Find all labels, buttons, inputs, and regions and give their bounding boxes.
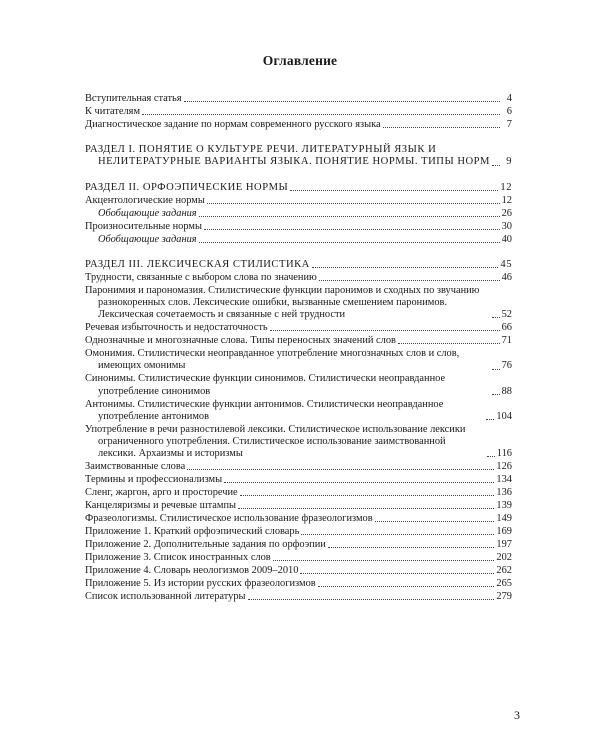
toc-entry[interactable]: [85, 208, 512, 220]
toc-entry-page: 262: [496, 565, 512, 577]
toc-entry-title: РАЗДЕЛ I. ПОНЯТИЕ О КУЛЬТУРЕ РЕЧИ. ЛИТЕРАТУРНЫЙ ЯЗЫК И НЕЛИТЕРАТУРНЫЕ ВАРИАНТЫ ЯЗЫКА. ПОНЯТИЕ НОРМЫ. ТИПЫ НОРМ: [85, 144, 490, 168]
toc-entry[interactable]: [85, 461, 512, 473]
toc-entry-title: Диагностическое задание по нормам современного русского языка: [85, 119, 381, 130]
toc-entry-page: 139: [496, 500, 512, 512]
toc-entry-page: 88: [501, 385, 512, 397]
toc-entry-page: 7: [506, 119, 512, 130]
dot-leader: [224, 481, 494, 483]
dot-leader: [270, 329, 500, 331]
toc-section: [85, 182, 512, 246]
toc-entry[interactable]: [85, 539, 512, 551]
toc-entry-title: Произносительные нормы: [85, 220, 202, 232]
toc-entry-page: 71: [501, 335, 512, 347]
toc-entry[interactable]: [85, 424, 512, 461]
toc-entry[interactable]: [85, 565, 512, 577]
toc-entry[interactable]: [85, 322, 512, 334]
toc-entry-page: 26: [501, 207, 512, 219]
toc-section: [85, 93, 512, 131]
toc-entry[interactable]: [85, 195, 512, 207]
toc-entry-title: Однозначные и многозначные слова. Типы переносных значений слов: [85, 335, 396, 347]
toc-section: [85, 259, 512, 604]
toc-entry-page: 52: [501, 309, 512, 321]
toc-entry-page: 197: [496, 539, 512, 551]
toc-entry-page: 136: [496, 487, 512, 499]
toc-entry[interactable]: [85, 93, 512, 105]
dot-leader: [492, 368, 500, 370]
toc-entry[interactable]: [85, 373, 512, 397]
dot-leader: [487, 455, 495, 457]
toc-entry-page: 30: [501, 220, 512, 232]
table-of-contents: [85, 93, 512, 616]
toc-entry-title: Сленг, жаргон, арго и просторечие: [85, 487, 238, 499]
dot-leader: [273, 559, 495, 561]
toc-entry-title: Антонимы. Стилистические функции антонимов. Стилистически неоправданное употребление антонимов: [85, 398, 444, 422]
toc-entry-page: 12: [501, 194, 512, 206]
toc-entry[interactable]: [85, 500, 512, 512]
toc-entry[interactable]: [85, 285, 512, 322]
toc-entry[interactable]: [85, 591, 512, 603]
toc-entry-page: 12: [500, 181, 512, 193]
dot-leader: [301, 533, 494, 535]
toc-entry[interactable]: [85, 399, 512, 423]
toc-entry[interactable]: [85, 526, 512, 538]
dot-leader: [184, 100, 500, 102]
toc-entry[interactable]: [85, 259, 512, 271]
toc-entry[interactable]: [85, 348, 512, 372]
toc-entry-title: Приложение 3. Список иностранных слов: [85, 552, 271, 564]
toc-entry-page: 4: [506, 93, 512, 104]
toc-entry-title: Термины и профессионализмы: [85, 474, 223, 486]
toc-entry-page: 149: [496, 513, 512, 525]
dot-leader: [319, 279, 500, 281]
toc-entry-title: К читателям: [85, 106, 141, 117]
toc-entry-page: 265: [496, 578, 512, 590]
dot-leader: [492, 164, 500, 166]
toc-entry[interactable]: [85, 234, 512, 246]
toc-entry-page: 40: [501, 233, 512, 245]
toc-entry-title: РАЗДЕЛ II. ОРФОЭПИЧЕСКИЕ НОРМЫ: [85, 181, 289, 193]
toc-entry-title: Приложение 1. Краткий орфоэпический словарь: [85, 526, 300, 538]
toc-entry-page: 6: [506, 106, 512, 117]
toc-entry-title: Фразеологизмы. Стилистическое использование фразеологизмов: [85, 513, 373, 525]
toc-entry-title: Обобщающие задания: [98, 233, 197, 245]
toc-entry-title: Омонимия. Стилистически неоправданное употребление многозначных слов и слов, имеющих омонимы: [85, 348, 460, 372]
toc-entry-page: 9: [506, 156, 512, 168]
toc-entry-title: Акцентологические нормы: [85, 194, 205, 206]
dot-leader: [300, 572, 494, 574]
toc-entry-title: Паронимия и парономазия. Стилистические функции паронимов и сходных по звучанию разнокоренных слов. Лексические ошибки, вызванные смешением паронимов. Лексическая сочетаемость и связанные с ней трудности: [85, 284, 480, 321]
dot-leader: [383, 126, 500, 128]
dot-leader: [375, 520, 495, 522]
toc-entry-title: Речевая избыточность и недостаточность: [85, 322, 268, 334]
toc-entry-page: 66: [501, 322, 512, 334]
toc-entry-page: 126: [496, 461, 512, 473]
dot-leader: [318, 585, 495, 587]
dot-leader: [207, 202, 500, 204]
toc-entry-title: Заимствованные слова: [85, 461, 186, 473]
toc-entry-page: 116: [496, 448, 512, 460]
dot-leader: [187, 468, 494, 470]
toc-entry-title: Список использованной литературы: [85, 591, 246, 603]
page-number: 3: [514, 708, 520, 722]
dot-leader: [240, 494, 495, 496]
toc-entry[interactable]: [85, 578, 512, 590]
toc-entry[interactable]: [85, 487, 512, 499]
toc-entry-page: 202: [496, 552, 512, 564]
toc-entry[interactable]: [85, 272, 512, 284]
toc-entry-title: Трудности, связанные с выбором слова по значению: [85, 271, 317, 283]
toc-entry[interactable]: [85, 474, 512, 486]
toc-entry[interactable]: [85, 513, 512, 525]
dot-leader: [199, 215, 500, 217]
dot-leader: [204, 228, 500, 230]
toc-entry-title: РАЗДЕЛ III. ЛЕКСИЧЕСКАЯ СТИЛИСТИКА: [85, 258, 310, 270]
toc-entry-title: Употребление в речи разностилевой лексики. Стилистическое использование лексики ограниченного употребления. Стилистическое использование заимствованной лексики. Архаизмы и историзмы: [85, 423, 466, 460]
toc-entry[interactable]: [85, 221, 512, 233]
dot-leader: [142, 113, 500, 115]
toc-entry[interactable]: [85, 335, 512, 347]
dot-leader: [248, 598, 495, 600]
toc-entry[interactable]: [85, 106, 512, 118]
toc-entry-title: Синонимы. Стилистические функции синонимов. Стилистически неоправданное употребление синонимов: [85, 373, 446, 397]
dot-leader: [290, 189, 498, 191]
toc-entry-title: Приложение 2. Дополнительные задания по орфоэпии: [85, 539, 326, 551]
toc-entry[interactable]: [85, 144, 512, 168]
dot-leader: [312, 266, 499, 268]
toc-entry-title: Канцеляризмы и речевые штампы: [85, 500, 237, 512]
toc-entry[interactable]: [85, 552, 512, 564]
dot-leader: [492, 316, 500, 318]
toc-section: [85, 144, 512, 168]
dot-leader: [398, 342, 500, 344]
dot-leader: [492, 393, 500, 395]
toc-entry-title: Обобщающие задания: [98, 207, 197, 219]
toc-entry-page: 45: [500, 258, 512, 270]
toc-entry-page: 169: [496, 526, 512, 538]
toc-entry-title: Приложение 5. Из истории русских фразеологизмов: [85, 578, 316, 590]
toc-entry[interactable]: [85, 119, 512, 131]
toc-entry-page: 134: [496, 474, 512, 486]
dot-leader: [486, 418, 494, 420]
toc-entry[interactable]: [85, 182, 512, 194]
toc-entry-page: 76: [501, 360, 512, 372]
page-title: Оглавление: [262, 53, 338, 68]
toc-entry-page: 104: [496, 410, 512, 422]
dot-leader: [328, 546, 495, 548]
toc-entry-page: 279: [496, 591, 512, 603]
toc-entry-title: Вступительная статья: [85, 93, 182, 104]
dot-leader: [199, 241, 500, 243]
toc-entry-title: Приложение 4. Словарь неологизмов 2009–2010: [85, 565, 299, 577]
dot-leader: [238, 507, 494, 509]
toc-entry-page: 46: [501, 271, 512, 283]
